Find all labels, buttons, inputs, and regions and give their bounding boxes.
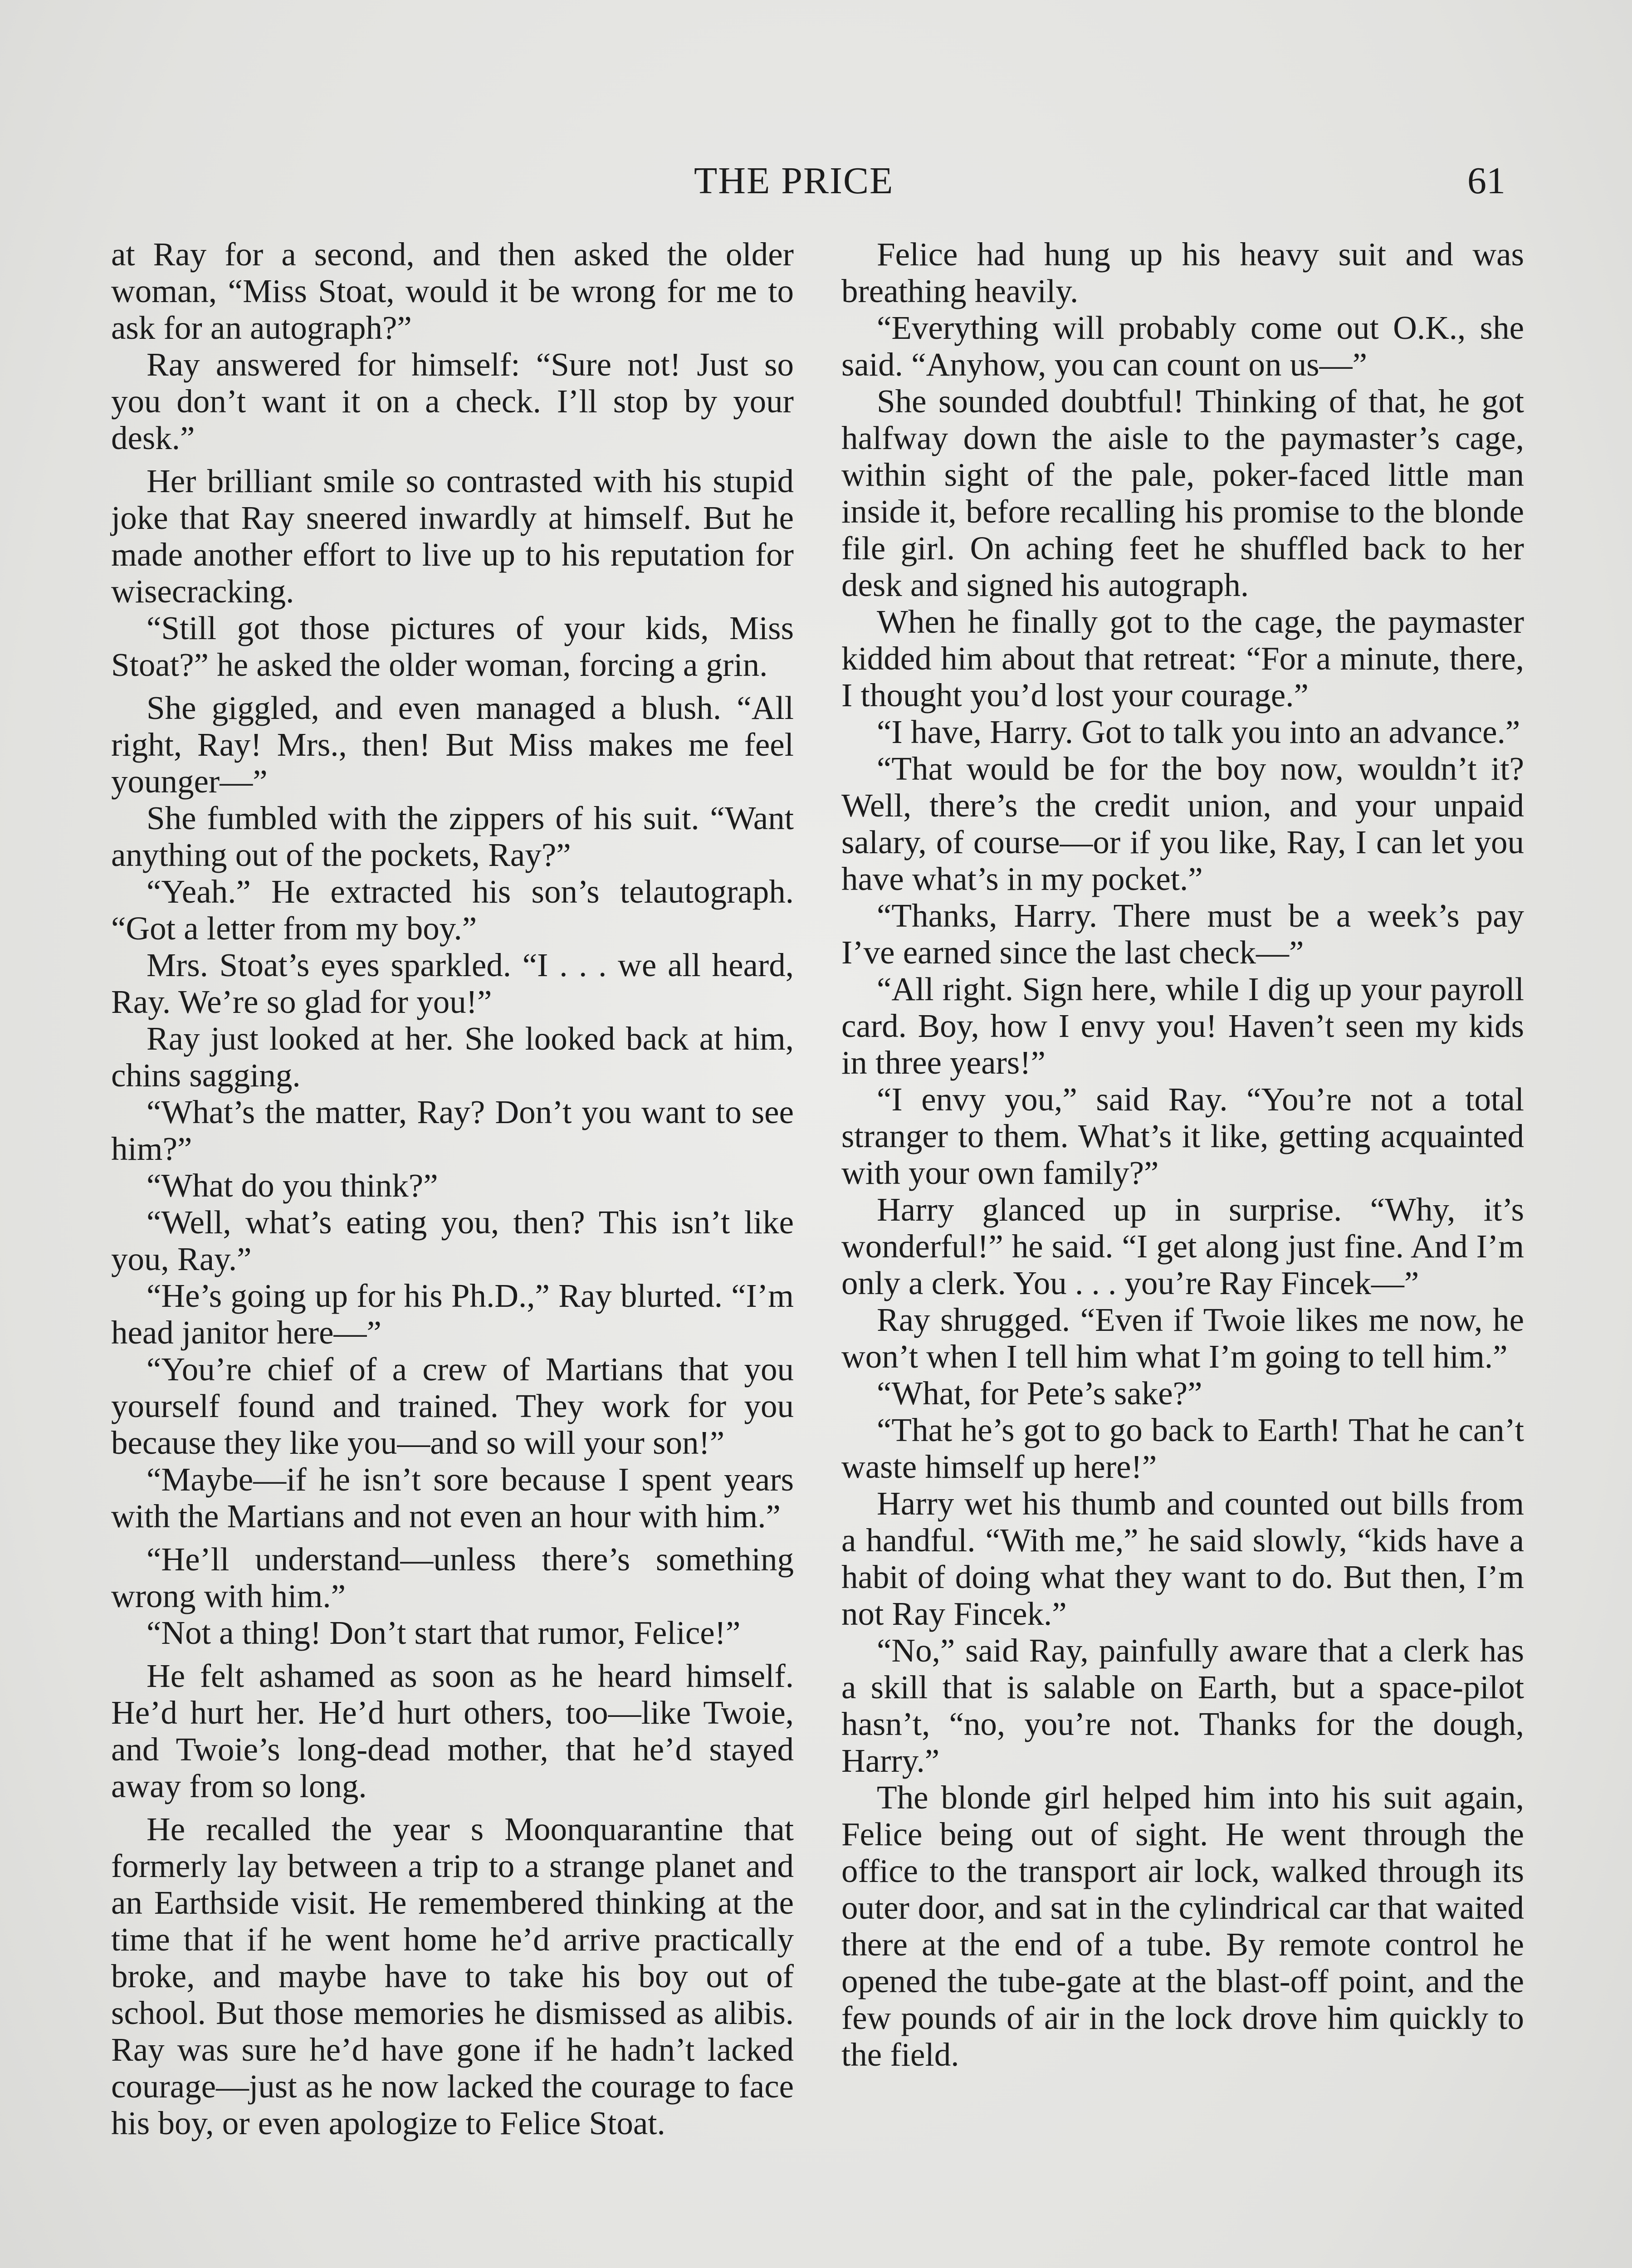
- running-head: THE PRICE: [694, 160, 894, 202]
- paragraph: “All right. Sign here, while I dig up your payroll card. Boy, how I envy you! Haven’t seen my kids in three years!”: [841, 971, 1524, 1081]
- paragraph: He recalled the year s Moonquarantine that formerly lay between a trip to a strange planet and an Earthside visit. He remembered thinking at the time that if he went home he’d arrive practically broke, and maybe have to take his boy out of school. But those memories he dismissed as alibis. Ray was sure he’d have gone if he hadn’t lacked courage—just as he now lacked the courage to face his boy, or even apologize to Felice Stoat.: [111, 1811, 794, 2141]
- paragraph: The blonde girl helped him into his suit again, Felice being out of sight. He went through the office to the transport air lock, walked through its outer door, and sat in the cylindrical car that waited there at the end of a tube. By remote control he opened the tube-gate at the blast-off point, and the few pounds of air in the lock drove him quickly to the field.: [841, 1779, 1524, 2073]
- paragraph: Her brilliant smile so contrasted with his stupid joke that Ray sneered inwardly at himself. But he made another effort to live up to his reputation for wisecracking.: [111, 463, 794, 610]
- paragraph: Felice had hung up his heavy suit and was breathing heavily.: [841, 236, 1524, 309]
- paragraph: She giggled, and even managed a blush. “All right, Ray! Mrs., then! But Miss makes me feel younger—”: [111, 689, 794, 800]
- paragraph: “You’re chief of a crew of Martians that you yourself found and trained. They work for you because they like you—and so will your son!”: [111, 1351, 794, 1461]
- paragraph: “Well, what’s eating you, then? This isn’t like you, Ray.”: [111, 1204, 794, 1277]
- paragraph: “Yeah.” He extracted his son’s telautograph. “Got a letter from my boy.”: [111, 873, 794, 947]
- paragraph: When he finally got to the cage, the paymaster kidded him about that retreat: “For a minute, there, I thought you’d lost your courage.”: [841, 603, 1524, 714]
- left-column: [111, 236, 794, 2141]
- paragraph: “That he’s got to go back to Earth! That he can’t waste himself up here!”: [841, 1412, 1524, 1485]
- paragraph: “What do you think?”: [147, 1167, 438, 1204]
- paragraph: Harry wet his thumb and counted out bills from a handful. “With me,” he said slowly, “kids have a habit of doing what they want to do. But then, I’m not Ray Fincek.”: [841, 1485, 1524, 1632]
- paragraph: at Ray for a second, and then asked the older woman, “Miss Stoat, would it be wrong for me to ask for an autograph?”: [111, 236, 794, 346]
- paragraph: Ray shrugged. “Even if Twoie likes me now, he won’t when I tell him what I’m going to tell him.”: [841, 1301, 1524, 1375]
- paragraph: “Not a thing! Don’t start that rumor, Felice!”: [147, 1614, 741, 1651]
- paragraph: “Thanks, Harry. There must be a week’s pay I’ve earned since the last check—”: [841, 897, 1524, 971]
- paragraph: “No,” said Ray, painfully aware that a clerk has a skill that is salable on Earth, but a space-pilot hasn’t, “no, you’re not. Thanks for the dough, Harry.”: [841, 1632, 1524, 1779]
- paragraph: Harry glanced up in surprise. “Why, it’s wonderful!” he said. “I get along just fine. And I’m only a clerk. You . . . you’re Ray Fincek—”: [841, 1191, 1524, 1301]
- paragraph: “He’ll understand—unless there’s something wrong with him.”: [111, 1541, 794, 1614]
- paragraph: She fumbled with the zippers of his suit. “Want anything out of the pockets, Ray?”: [111, 800, 794, 873]
- paragraph: “Still got those pictures of your kids, Miss Stoat?” he asked the older woman, forcing a grin.: [111, 610, 794, 683]
- paragraph: “I envy you,” said Ray. “You’re not a total stranger to them. What’s it like, getting acquainted with your own family?”: [841, 1081, 1524, 1191]
- paragraph: “What’s the matter, Ray? Don’t you want to see him?”: [111, 1094, 794, 1167]
- paragraph: “What, for Pete’s sake?”: [877, 1375, 1202, 1412]
- paragraph: She sounded doubtful! Thinking of that, he got halfway down the aisle to the paymaster’s cage, within sight of the pale, poker-faced little man inside it, before recalling his promise to the blonde file girl. On aching feet he shuffled back to her desk and signed his autograph.: [841, 383, 1524, 603]
- paragraph: He felt ashamed as soon as he heard himself. He’d hurt her. He’d hurt others, too—like Twoie, and Twoie’s long-dead mother, that he’d stayed away from so long.: [111, 1657, 794, 1804]
- paragraph: Mrs. Stoat’s eyes sparkled. “I . . . we all heard, Ray. We’re so glad for you!”: [111, 947, 794, 1020]
- paragraph: “I have, Harry. Got to talk you into an advance.”: [877, 714, 1520, 750]
- paragraph: Ray answered for himself: “Sure not! Just so you don’t want it on a check. I’ll stop by your desk.”: [111, 346, 794, 456]
- paragraph: “He’s going up for his Ph.D.,” Ray blurted. “I’m head janitor here—”: [111, 1277, 794, 1351]
- paragraph: Ray just looked at her. She looked back at him, chins sagging.: [111, 1020, 794, 1094]
- paragraph: “That would be for the boy now, wouldn’t it? Well, there’s the credit union, and your unpaid salary, of course—or if you like, Ray, I can let you have what’s in my pocket.”: [841, 750, 1524, 897]
- paragraph: “Everything will probably come out O.K., she said. “Anyhow, you can count on us—”: [841, 309, 1524, 383]
- paragraph: “Maybe—if he isn’t sore because I spent years with the Martians and not even an hour with him.”: [111, 1461, 794, 1535]
- page-number: 61: [1467, 160, 1505, 202]
- right-column: [841, 236, 1524, 2073]
